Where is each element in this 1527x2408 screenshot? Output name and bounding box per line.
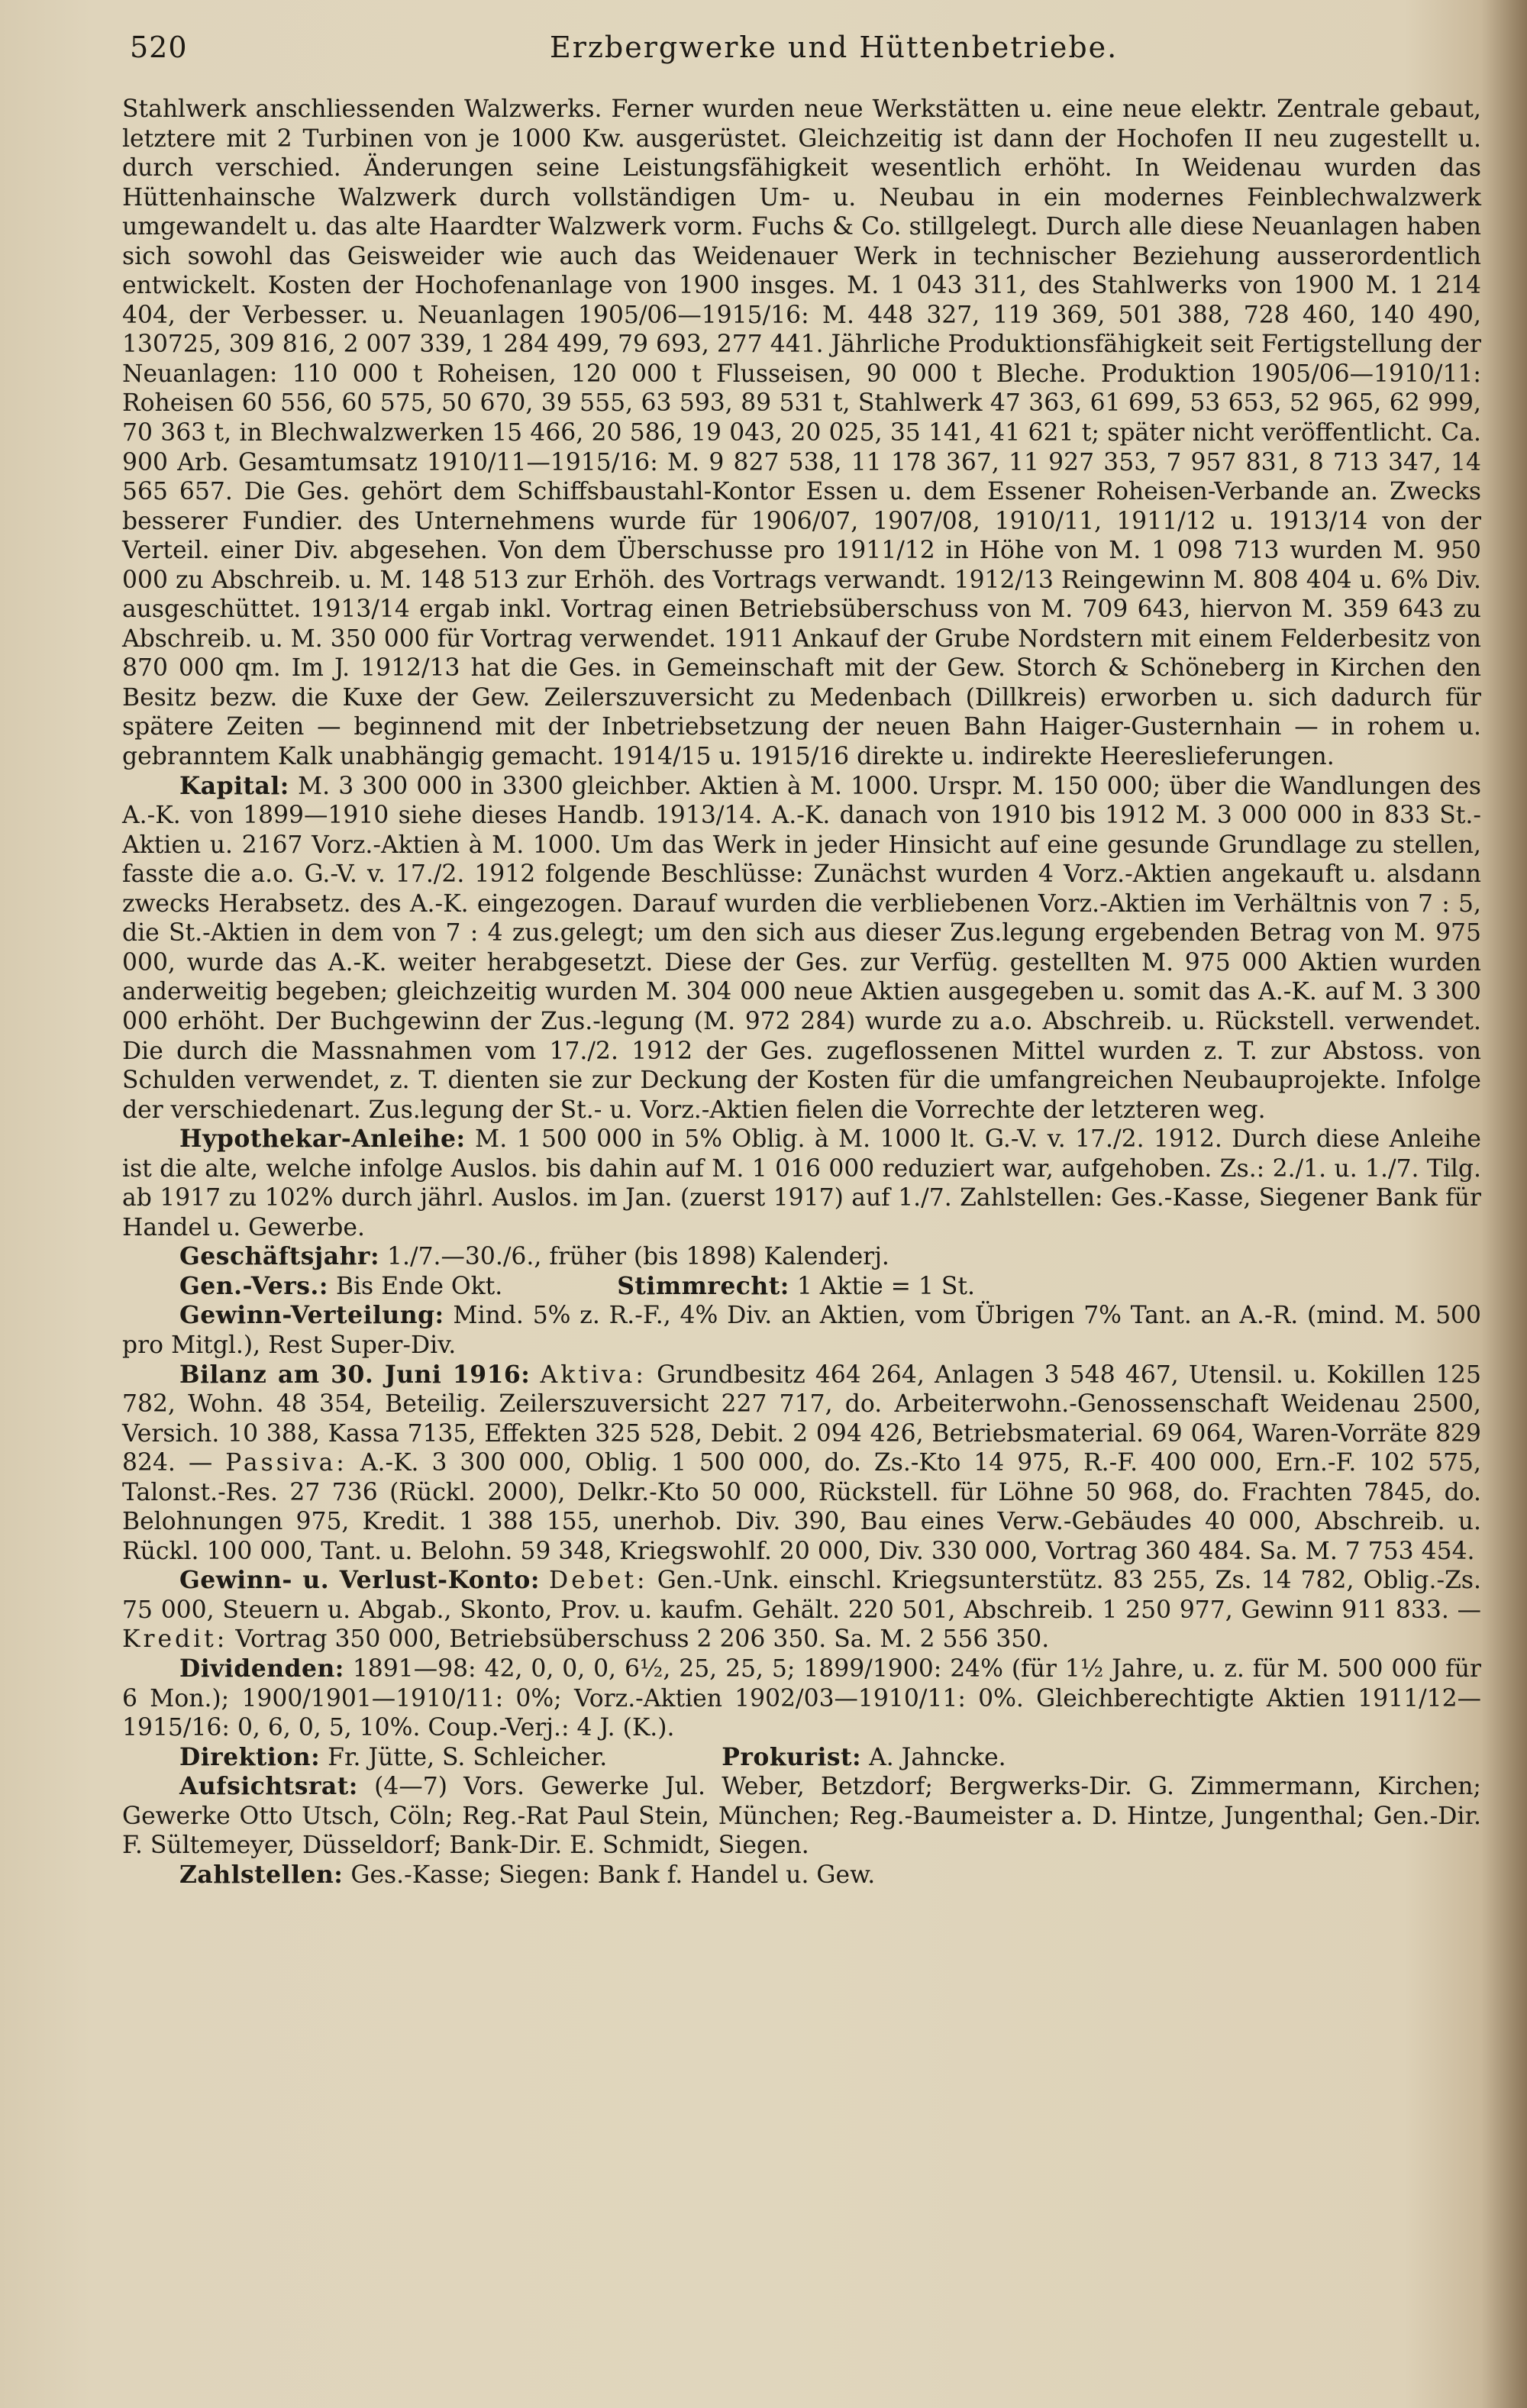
section-zahlstellen [122, 1861, 1481, 1890]
page-body [122, 95, 1481, 1890]
prokurist-text: A. Jahncke. [869, 1743, 1006, 1771]
section-bilanz [122, 1361, 1481, 1567]
guv-label: Gewinn- u. Verlust-Konto: [179, 1567, 540, 1595]
bilanz-label: Bilanz am 30. Juni 1916: [179, 1361, 531, 1389]
kredit-text: Vortrag 350 000, Betriebsüberschuss 2 206 350. Sa. M. 2 556 350. [235, 1625, 1050, 1654]
direktion-label: Direktion: [179, 1743, 321, 1771]
zahlstellen-label: Zahlstellen: [179, 1861, 344, 1889]
prokurist-label: Prokurist: [722, 1743, 862, 1771]
section-hypothekar-anleihe [122, 1125, 1481, 1242]
hypothek-label: Hypothekar-Anleihe: [179, 1125, 466, 1154]
stimmrecht-text: 1 Aktie = 1 St. [796, 1272, 975, 1300]
kapital-label: Kapital: [179, 772, 289, 800]
direktion-text: Fr. Jütte, S. Schleicher. [328, 1743, 608, 1771]
geschaeftsjahr-label: Geschäftsjahr: [179, 1243, 380, 1271]
page-number: 520 [130, 31, 188, 64]
section-kapital [122, 772, 1481, 1125]
geschaeftsjahr-text: 1./7.—30./6., früher (bis 1898) Kalenderj. [387, 1243, 889, 1271]
genvers-label: Gen.-Vers.: [179, 1272, 328, 1300]
page-header [122, 31, 1481, 76]
gewinnverteilung-text: Mind. 5% z. R.-F., 4% Div. an Aktien, vom Übrigen 7% Tant. an A.-R. (mind. M. 500 pro Mitgl.), Rest Super-Div. [122, 1302, 1481, 1359]
debet-text: Gen.-Unk. einschl. Kriegsunterstütz. 83 255, Zs. 14 782, Oblig.-Zs. 75 000, Steuern u. Abgab., Skonto, Prov. u. kaufm. Gehält. 220 501, Abschreib. 1 250 977, Gewinn 911 833. — [122, 1567, 1482, 1624]
aufsichtsrat-text: (4—7) Vors. Gewerke Jul. Weber, Betzdorf; Bergwerks-Dir. G. Zimmermann, Kirchen; Gewerke Otto Utsch, Cöln; Reg.-Rat Paul Stein, München; Reg.-Baumeister a. D. Hintze, Jungenthal; Gen.-Dir. F. Sültemeyer, Düsseldorf; Bank-Dir. E. Schmidt, Siegen. [122, 1773, 1481, 1860]
section-gen-vers [122, 1272, 1481, 1302]
aktiva-label: Aktiva: [540, 1361, 647, 1389]
gewinnverteilung-label: Gewinn-Verteilung: [179, 1302, 444, 1330]
running-title: Erzbergwerke und Hüttenbetriebe. [550, 31, 1119, 64]
section-direktion [122, 1743, 1481, 1773]
hypothek-text: M. 1 500 000 in 5% Oblig. à M. 1000 lt. G.-V. v. 17./2. 1912. Durch diese Anleihe ist die alte, welche infolge Auslos. bis dahin auf M. 1 016 000 reduziert war, aufgehoben. Zs.: 2./1. u. 1./7. Tilg. ab 1917 zu 102% durch jährl. Auslos. im Jan. (zuerst 1917) auf 1./7. Zahlstellen: Ges.-Kasse, Siegener Bank für Handel u. Gewerbe. [122, 1125, 1481, 1241]
section-gewinn-verlust-konto [122, 1566, 1481, 1654]
genvers-text: Bis Ende Okt. [335, 1272, 503, 1300]
debet-label: Debet: [549, 1567, 648, 1595]
dividenden-label: Dividenden: [179, 1654, 344, 1683]
aufsichtsrat-label: Aufsichtsrat: [179, 1773, 358, 1801]
section-dividenden [122, 1654, 1481, 1743]
aktiva-text: Grundbesitz 464 264, Anlagen 3 548 467, Utensil. u. Kokillen 125 782, Wohn. 48 354, Beteilig. Zeilerszuversicht 227 717, do. Arbeiterwohn.-Genossenschaft Weidenau 2500, Versich. 10 388, Kassa 7135, Effekten 325 528, Debit. 2 094 426, Betriebsmaterial. 69 064, Waren-Vorräte 829 824. — [122, 1361, 1482, 1477]
passiva-label: Passiva: [225, 1449, 347, 1477]
passiva-text: A.-K. 3 300 000, Oblig. 1 500 000, do. Zs.-Kto 14 975, R.-F. 400 000, Ern.-F. 102 575, Talonst.-Res. 27 736 (Rückl. 2000), Delkr.-Kto 50 000, Rückstell. für Löhne 50 968, do. Frachten 7845, do. Belohnungen 975, Kredit. 1 388 155, unerhob. Div. 390, Bau eines Verw.-Gebäudes 40 000, Abschreib. u. Rückl. 100 000, Tant. u. Belohn. 59 348, Kriegswohlf. 20 000, Div. 330 000, Vortrag 360 484. Sa. M. 7 753 454. [122, 1449, 1481, 1565]
kapital-text: M. 3 300 000 in 3300 gleichber. Aktien à M. 1000. Urspr. M. 150 000; über die Wandlungen des A.-K. von 1899—1910 siehe dieses Handb. 1913/14. A.-K. danach von 1910 bis 1912 M. 3 000 000 in 833 St.-Aktien u. 2167 Vorz.-Aktien à M. 1000. Um das Werk in jeder Hinsicht auf eine gesunde Grundlage zu stellen, fasste die a.o. G.-V. v. 17./2. 1912 folgende Beschlüsse: Zunächst wurden 4 Vorz.-Aktien angekauft u. alsdann zwecks Herabsetz. des A.-K. eingezogen. Darauf wurden die verbliebenen Vorz.-Aktien im Verhältnis von 7 : 5, die St.-Aktien in dem von 7 : 4 zus.gelegt; um den sich aus dieser Zus.legung ergebenden Betrag von M. 975 000, wurde das A.-K. weiter herabgesetzt. Diese der Ges. zur Verfüg. gestellten M. 975 000 Aktien wurden anderweitig begeben; gleichzeitig wurden M. 304 000 neue Aktien ausgegeben u. somit das A.-K. auf M. 3 300 000 erhöht. Der Buchgewinn der Zus.-legung (M. 972 284) wurde zu a.o. Abschreib. u. Rückstell. verwendet. Die durch die Massnahmen vom 17./2. 1912 der Ges. zugeflossenen Mittel wurden z. T. zur Abstoss. von Schulden verwendet, z. T. dienten sie zur Deckung der Kosten für die umfangreichen Neubauprojekte. Infolge der verschiedenart. Zus.legung der St.- u. Vorz.-Aktien fielen die Vorrechte der letzteren weg. [122, 772, 1482, 1124]
kredit-label: Kredit: [122, 1625, 228, 1654]
section-aufsichtsrat [122, 1772, 1481, 1861]
intro-paragraph: Stahlwerk anschliessenden Walzwerks. Ferner wurden neue Werkstätten u. eine neue elektr. Zentrale gebaut, letztere mit 2 Turbinen von je 1000 Kw. ausgerüstet. Gleichzeitig ist dann der Hochofen II neu zugestellt u. durch verschied. Änderungen seine Leistungsfähigkeit wesentlich erhöht. In Weidenau wurden das Hüttenhainsche Walzwerk durch vollständigen Um- u. Neubau in ein modernes Feinblechwalzwerk umgewandelt u. das alte Haardter Walzwerk vorm. Fuchs & Co. stillgelegt. Durch alle diese Neuanlagen haben sich sowohl das Geisweider wie auch das Weidenauer Werk in technischer Beziehung ausserordentlich entwickelt. Kosten der Hochofenanlage von 1900 insges. M. 1 043 311, des Stahlwerks von 1900 M. 1 214 404, der Verbesser. u. Neuanlagen 1905/06—1915/16: M. 448 327, 119 369, 501 388, 728 460, 140 490, 130725, 309 816, 2 007 339, 1 284 499, 79 693, 277 441. Jährliche Produktionsfähigkeit seit Fertigstellung der Neuanlagen: 110 000 t Roheisen, 120 000 t Flusseisen, 90 000 t Bleche. Produktion 1905/06—1910/11: Roheisen 60 556, 60 575, 50 670, 39 555, 63 593, 89 531 t, Stahlwerk 47 363, 61 699, 53 653, 52 965, 62 999, 70 363 t, in Blechwalzwerken 15 466, 20 586, 19 043, 20 025, 35 141, 41 621 t; später nicht veröffentlicht. Ca. 900 Arb. Gesamtumsatz 1910/11—1915/16: M. 9 827 538, 11 178 367, 11 927 353, 7 957 831, 8 713 347, 14 565 657. Die Ges. gehört dem Schiffsbaustahl-Kontor Essen u. dem Essener Roheisen-Verbande an. Zwecks besserer Fundier. des Unternehmens wurde für 1906/07, 1907/08, 1910/11, 1911/12 u. 1913/14 von der Verteil. einer Div. abgesehen. Von dem Überschusse pro 1911/12 in Höhe von M. 1 098 713 wurden M. 950 000 zu Abschreib. u. M. 148 513 zur Erhöh. des Vortrags verwandt. 1912/13 Reingewinn M. 808 404 u. 6% Div. ausgeschüttet. 1913/14 ergab inkl. Vortrag einen Betriebsüberschuss von M. 709 643, hiervon M. 359 643 zu Abschreib. u. M. 350 000 für Vortrag verwendet. 1911 Ankauf der Grube Nordstern mit einem Felderbesitz von 870 000 qm. Im J. 1912/13 hat die Ges. in Gemeinschaft mit der Gew. Storch & Schöneberg in Kirchen den Besitz bezw. die Kuxe der Gew. Zeilerszuversicht zu Medenbach (Dillkreis) erworben u. sich dadurch für spätere Zeiten — beginnend mit der Inbetriebsetzung der neuen Bahn Haiger-Gusternhain — in rohem u. gebranntem Kalk unabhängig gemacht. 1914/15 u. 1915/16 direkte u. indirekte Heereslieferungen. [122, 95, 1481, 771]
section-gewinn-verteilung [122, 1301, 1481, 1360]
stimmrecht-label: Stimmrecht: [617, 1272, 789, 1300]
dividenden-text: 1891—98: 42, 0, 0, 0, 6½, 25, 25, 5; 1899/1900: 24% (für 1½ Jahre, u. z. für M. 500 000 für 6 Mon.); 1900/1901—1910/11: 0%; Vorz.-Aktien 1902/03—1910/11: 0%. Gleichberechtigte Aktien 1911/12—1915/16: 0, 6, 0, 5, 10%. Coup.-Verj.: 4 J. (K.). [122, 1654, 1481, 1742]
section-geschaeftsjahr [122, 1242, 1481, 1272]
zahlstellen-text: Ges.-Kasse; Siegen: Bank f. Handel u. Gew. [350, 1861, 876, 1889]
